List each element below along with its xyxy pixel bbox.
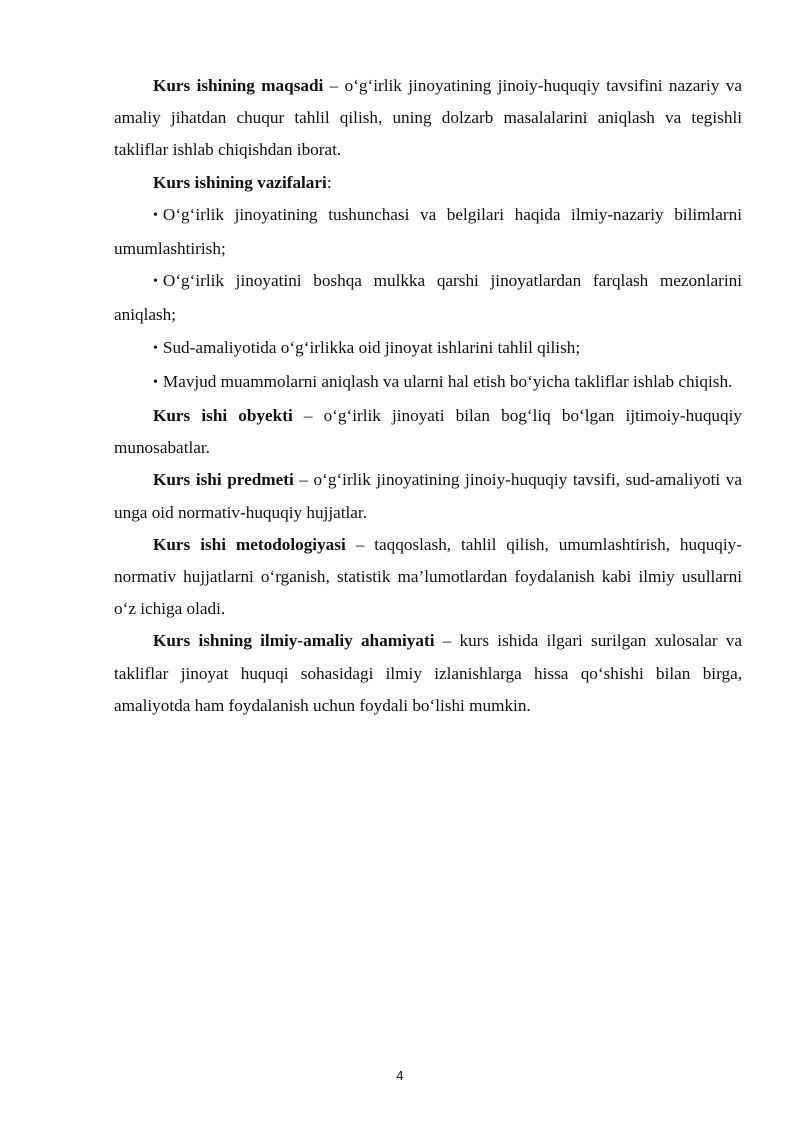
task-text-3: Sud-amaliyotida o‘g‘irlikka oid jinoyat ishlarini tahlil qilish;	[162, 337, 581, 357]
paragraph-goal	[114, 70, 742, 167]
text-goal: – o‘g‘irlik jinoyatining jinoiy-huquqiy tavsifini nazariy va amaliy jihatdan chuqur tahlil qilish, uning dolzarb masalalarini aniqlash va tegishli takliflar ishlab chiqishdan iborat.	[114, 76, 743, 160]
page-number: 4	[396, 1068, 404, 1083]
task-text-1: O‘g‘irlik jinoyatining tushunchasi va belgilari haqida ilmiy-nazariy bilimlarni umumlashtirish;	[114, 204, 742, 259]
heading-tasks: Kurs ishining vazifalari	[153, 172, 327, 192]
text-tasks-colon: :	[326, 172, 332, 192]
paragraph-object	[114, 400, 742, 464]
text-object: – o‘g‘irlik jinoyati bilan bog‘liq bo‘lgan ijtimoiy-huquqiy munosabatlar.	[114, 406, 742, 458]
paragraph-significance	[114, 625, 742, 722]
paragraph-subject	[114, 464, 742, 528]
text-significance: – kurs ishida ilgari surilgan xulosalar va takliflar jinoyat huquqi sohasidagi ilmiy izlanishlarga hissa qo‘shishi bilan birga, amaliyotda ham foydalanish uchun foydali bo‘lishi mumkin.	[114, 631, 743, 715]
task-text-4: Mavjud muammolarni aniqlash va ularni hal etish bo‘yicha takliflar ishlab chiqish.	[162, 371, 733, 391]
task-item-3	[114, 332, 742, 366]
heading-goal: Kurs ishining maqsadi	[153, 76, 324, 95]
paragraph-methodology	[114, 529, 742, 626]
task-text-2: O‘g‘irlik jinoyatini boshqa mulkka qarshi jinoyatlardan farqlash mezonlarini aniqlash;	[114, 271, 742, 325]
text-subject: – o‘g‘irlik jinoyatining jinoiy-huquqiy tavsifi, sud-amaliyoti va unga oid normativ-huquqiy hujjatlar.	[114, 470, 742, 522]
text-methodology: – taqqoslash, tahlil qilish, umumlashtirish, huquqiy-normativ hujjatlarni o‘rganish, statistik ma’lumotlardan foydalanish kabi ilmiy usullarni o‘z ichiga oladi.	[114, 534, 742, 619]
task-item-1	[114, 199, 742, 265]
heading-significance: Kurs ishning ilmiy-amaliy ahamiyati	[153, 631, 435, 651]
document-body	[114, 70, 742, 722]
task-item-4	[114, 366, 742, 400]
heading-object: Kurs ishi obyekti	[153, 406, 293, 426]
heading-methodology: Kurs ishi metodologiyasi	[153, 534, 346, 554]
paragraph-tasks-heading	[114, 167, 742, 199]
heading-subject: Kurs ishi predmeti	[153, 470, 294, 490]
task-item-2	[114, 265, 742, 331]
